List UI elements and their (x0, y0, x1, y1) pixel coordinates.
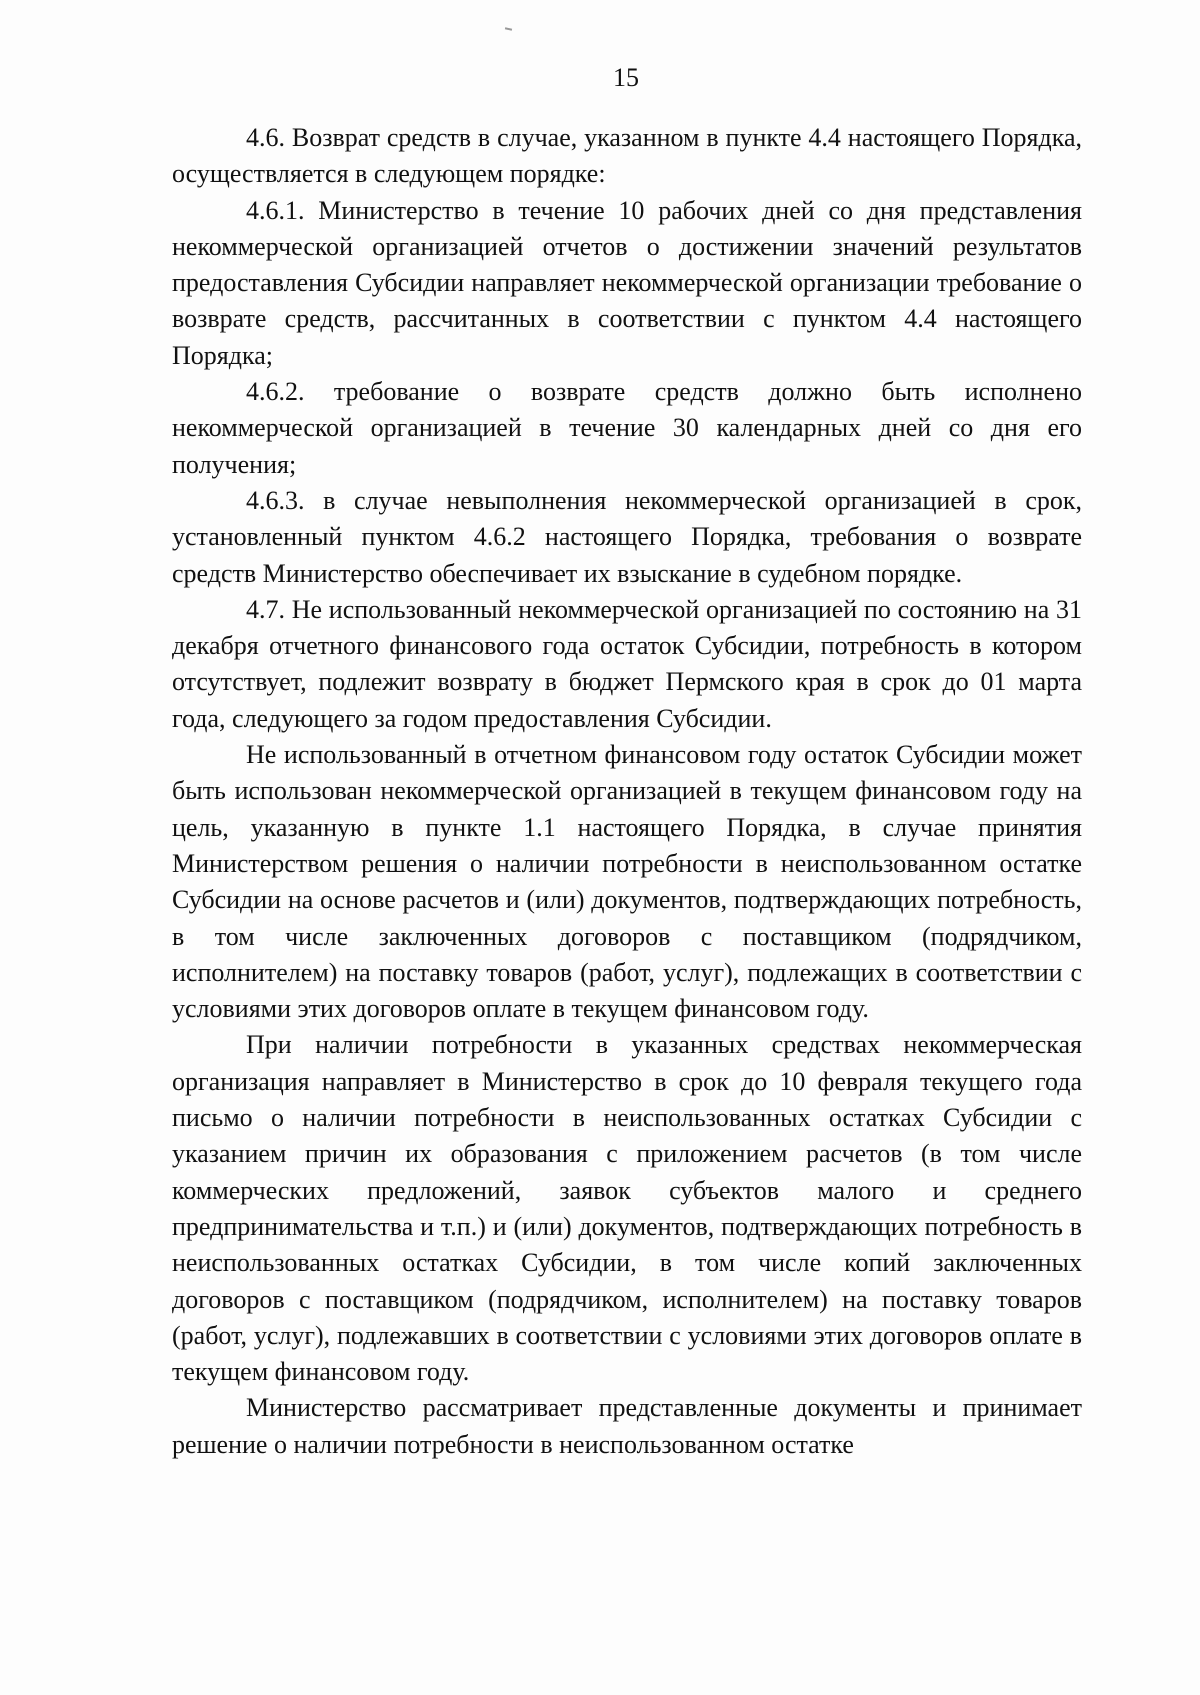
paragraph-unused-balance: Не использованный в отчетном финансовом году остаток Субсидии может быть использован некоммерческой организацией в текущем финансовом году на цель, указанную в пункте 1.1 настоящего Порядка, в случае принятия Министерством решения о наличии потребности в неиспользованном остатке Субсидии на основе расчетов и (или) документов, подтверждающих потребность, в том числе заключенных договоров с поставщиком (подрядчиком, исполнителем) на поставку товаров (работ, услуг), подлежащих в соответствии с условиями этих договоров оплате в текущем финансовом году. (172, 740, 1082, 1024)
document-body (172, 120, 1082, 1463)
paragraph-4-6: 4.6. Возврат средств в случае, указанном в пункте 4.4 настоящего Порядка, осуществляется в следующем порядке: (172, 123, 1082, 189)
paragraph-4-6-2: 4.6.2. требование о возврате средств должно быть исполнено некоммерческой организацией в течение 30 календарных дней со дня его получения; (172, 377, 1082, 479)
paragraph-4-6-3: 4.6.3. в случае невыполнения некоммерческой организацией в срок, установленный пунктом 4.6.2 настоящего Порядка, требования о возврате средств Министерство обеспечивает их взыскание в судебном порядке. (172, 485, 1082, 588)
page-number: 15 (613, 63, 639, 92)
scan-artifact (505, 27, 512, 30)
paragraph-4-7: 4.7. Не использованный некоммерческой организацией по состоянию на 31 декабря отчетного финансового года остаток Субсидии, потребность в котором отсутствует, подлежит возврату в бюджет Пермского края в срок до 01 марта года, следующего за годом предоставления Субсидии. (172, 594, 1082, 733)
paragraph-need-letter: При наличии потребности в указанных средствах некоммерческая организация направляет в Министерство в срок до 10 февраля текущего года письмо о наличии потребности в неиспользованных остатках Субсидии с указанием причин их образования с приложением расчетов (в том числе коммерческих предложений, заявок субъектов малого и среднего предпринимательства и т.п.) и (или) документов, подтверждающих потребность в неиспользованных остатках Субсидии, в том числе копий заключенных договоров с поставщиком (подрядчиком, исполнителем) на поставку товаров (работ, услуг), подлежавших в соответствии с условиями этих договоров оплате в текущем финансовом году. (172, 1030, 1082, 1387)
paragraph-4-6-1: 4.6.1. Министерство в течение 10 рабочих дней со дня представления некоммерческой организацией отчетов о достижении значений результатов предоставления Субсидии направляет некоммерческой организации требование о возврате средств, рассчитанных в соответствии с пунктом 4.4 настоящего Порядка; (172, 195, 1082, 370)
paragraph-ministry-decision: Министерство рассматривает представленные документы и принимает решение о наличии потребности в неиспользованном остатке (172, 1393, 1082, 1459)
